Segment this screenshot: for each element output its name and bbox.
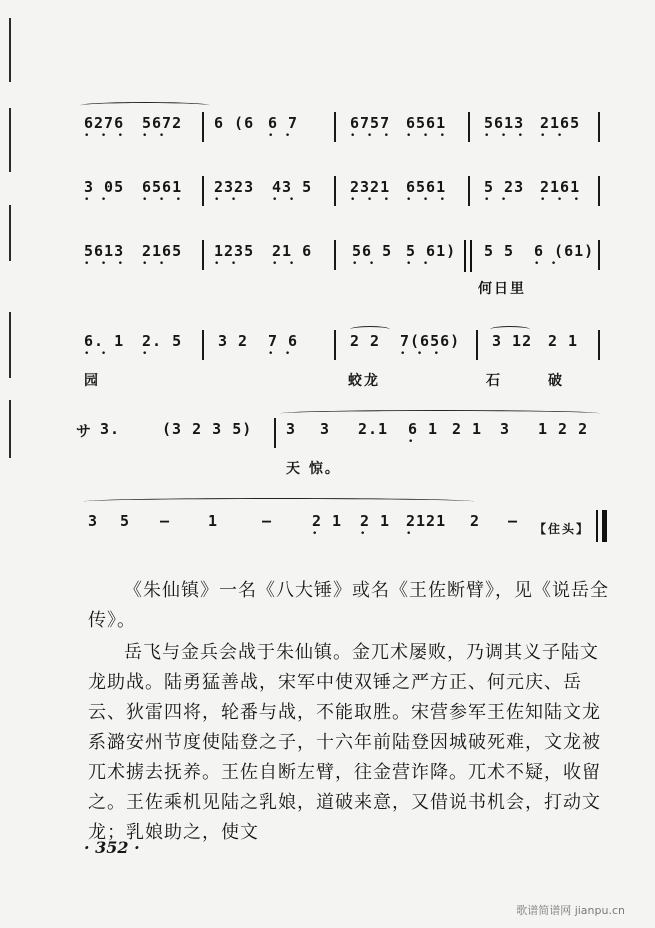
note-group: 3 — [88, 512, 99, 530]
note-group: 2.1 — [358, 420, 389, 438]
note-group: 21 6 • • — [272, 242, 313, 269]
note-group: 2 1 — [452, 420, 483, 438]
note-group: 6561 • • • — [406, 114, 449, 141]
note-group: 2 2 — [350, 332, 381, 350]
lyric-text: 何日里 — [478, 281, 526, 297]
slur — [280, 410, 600, 417]
barline — [202, 330, 204, 360]
barline — [598, 330, 600, 360]
note-group: 2165 • • — [142, 242, 183, 269]
note-group: 6276 • • • — [84, 114, 127, 141]
score-row-2 — [0, 172, 655, 212]
note-group: 2 1 — [548, 332, 579, 350]
note-group: 3 05 • • — [84, 178, 125, 205]
note-group: 5672 • • — [142, 114, 183, 141]
note-group: 6561 • • • — [406, 178, 449, 205]
note-group: 5613 • • • — [484, 114, 527, 141]
section-marker: 【住头】 — [534, 522, 591, 536]
note-group: 6 (6 — [214, 114, 255, 132]
note-group: 6757 • • • — [350, 114, 393, 141]
note-group: 6561 • • • — [142, 178, 185, 205]
note-group: 2321 • • • — [350, 178, 393, 205]
note-group: – — [262, 512, 273, 530]
note-group: 2 1 • — [312, 512, 343, 539]
barline — [468, 176, 470, 206]
lyric-text: 石 — [486, 373, 502, 389]
score-row-5 — [0, 414, 655, 477]
synopsis-paragraph: 岳飞与金兵会战于朱仙镇。金兀术屡败，乃调其义子陆文龙助战。陆勇猛善战，宋军中使双锤之严方正、何元庆、岳云、狄雷四将，轮番与战，不能取胜。宋营参军王佐知陆文龙系潞安州节度使陆登之子，十六年前陆登因城破死难，文龙被兀术掳去抚养。王佐自断左臂，往金营诈降。兀术不疑，收留之。王佐乘机见陆之乳娘，道破来意，又借说书机会，打动文龙；乳娘助之，使文 — [88, 642, 601, 843]
barline — [464, 240, 466, 272]
barline — [468, 112, 470, 142]
note-group: サ — [76, 422, 93, 440]
note-group: 5 61) • • — [406, 242, 457, 269]
score-row-3 — [0, 236, 655, 297]
note-group: 7 6 • • — [268, 332, 299, 359]
score-row-6 — [0, 506, 655, 546]
barline — [334, 112, 336, 142]
note-group: 5613 • • • — [84, 242, 127, 269]
barline — [476, 330, 478, 360]
note-group: 2121 • — [406, 512, 447, 539]
note-group: 56 5 • • — [352, 242, 393, 269]
barline — [334, 176, 336, 206]
note-group: 6 1 • — [408, 420, 439, 447]
margin-rule-1 — [9, 18, 11, 82]
note-group: 5 — [120, 512, 131, 530]
note-group: 2165 • • — [540, 114, 581, 141]
note-group: 1 — [208, 512, 219, 530]
barline — [334, 240, 336, 270]
barline — [274, 418, 276, 448]
note-group: 2161 • • • — [540, 178, 583, 205]
note-group: (3 2 3 5) — [162, 420, 253, 438]
lyric-text: 园 — [84, 373, 100, 389]
score-row-4 — [0, 326, 655, 389]
note-group: 6 7 • • — [268, 114, 299, 141]
barline — [598, 112, 600, 142]
lyric-text: 蛟龙 — [348, 373, 380, 389]
note-group: 3 — [500, 420, 511, 438]
note-group: 6 (61) • • — [534, 242, 595, 269]
note-group: – — [160, 512, 171, 530]
barline — [470, 240, 472, 272]
note-group: – — [508, 512, 519, 530]
note-group: 2 — [470, 512, 481, 530]
barline — [596, 510, 598, 542]
note-group: 2323 • • — [214, 178, 255, 205]
note-group: 3 — [320, 420, 331, 438]
barline — [202, 240, 204, 270]
note-group: 1 2 2 — [538, 420, 589, 438]
barline — [202, 112, 204, 142]
barline — [334, 330, 336, 360]
note-group: 1235 • • — [214, 242, 255, 269]
barline — [598, 240, 600, 270]
note-group: 7(656) • • • — [400, 332, 461, 359]
watermark: 歌谱简谱网 jianpu.cn — [516, 904, 625, 917]
note-group: 3 12 — [492, 332, 533, 350]
note-group: 5 23 • • — [484, 178, 525, 205]
note-group: 3 — [286, 420, 297, 438]
note-group: 6. 1 • • — [84, 332, 125, 359]
note-group: 2 1 • — [360, 512, 391, 539]
lyric-text: 破 — [548, 373, 564, 389]
note-group: 5 5 — [484, 242, 515, 260]
note-group: 3 2 — [218, 332, 249, 350]
note-group: 2. 5 • — [142, 332, 183, 359]
slur — [84, 498, 474, 505]
slur — [80, 102, 210, 109]
note-group: 3. — [100, 420, 121, 438]
final-barline — [602, 510, 607, 542]
barline — [598, 176, 600, 206]
lyric-text: 天 惊。 — [286, 461, 341, 477]
note-group: 43 5 • • — [272, 178, 313, 205]
barline — [202, 176, 204, 206]
page-number: · 352 · — [84, 838, 140, 857]
intro-paragraph: 《朱仙镇》一名《八大锤》或名《王佐断臂》，见《说岳全传》。 — [88, 580, 609, 631]
score-row-1 — [0, 108, 655, 148]
